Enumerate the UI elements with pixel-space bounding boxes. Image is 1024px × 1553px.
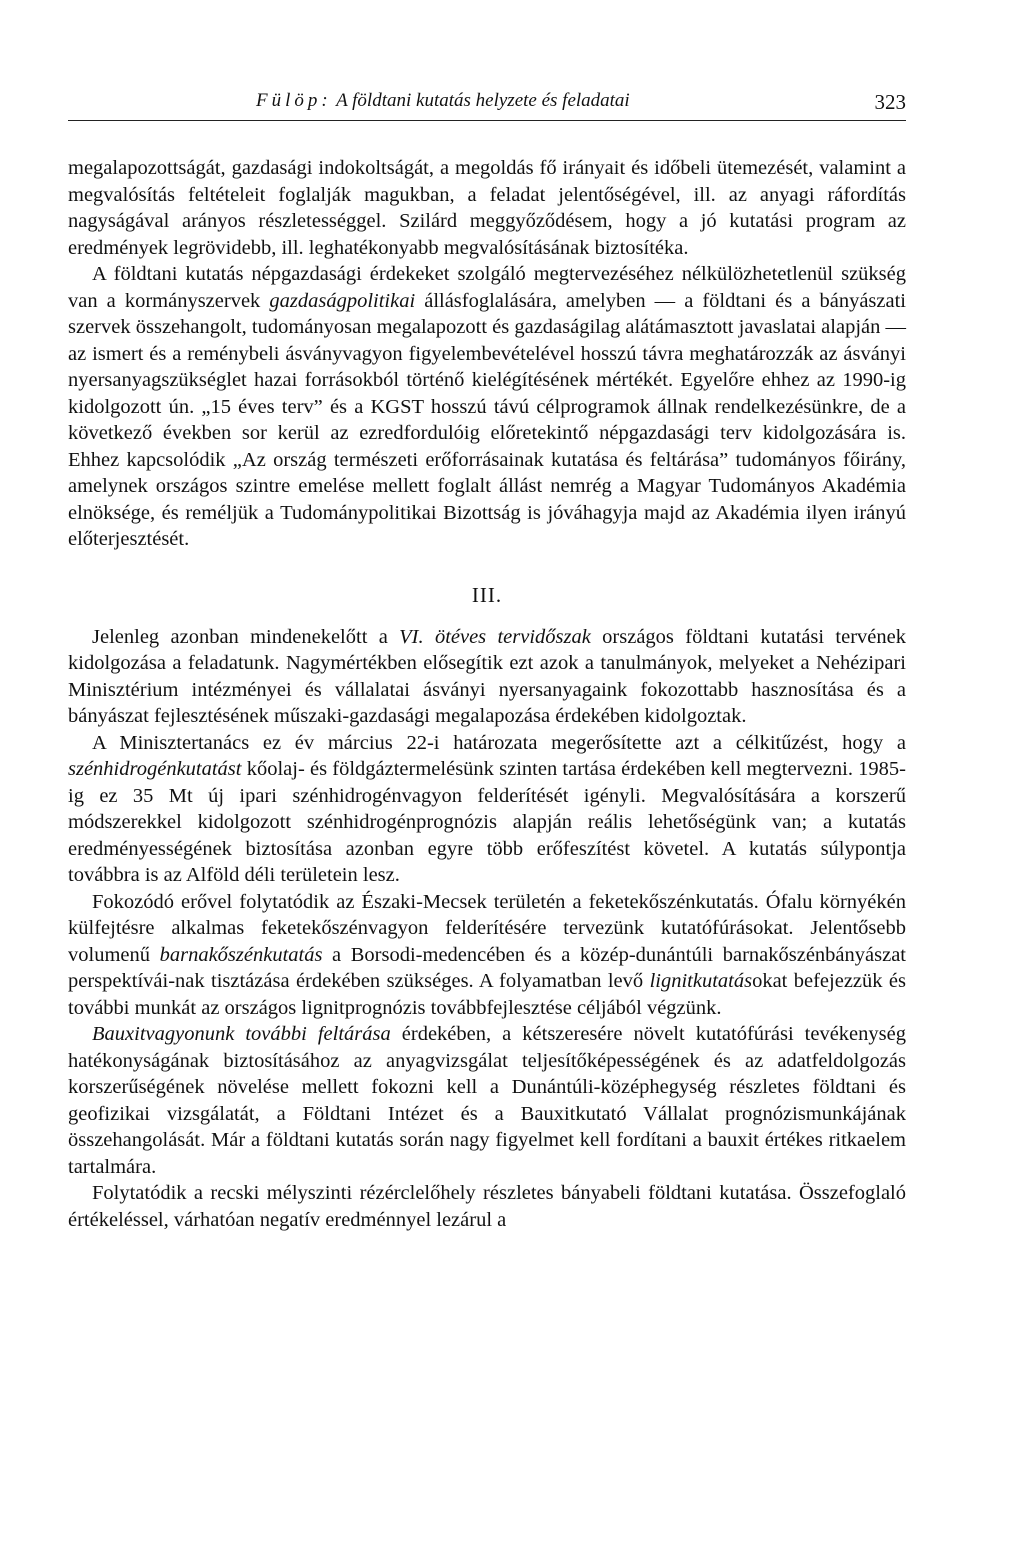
running-title xyxy=(256,90,630,112)
running-head xyxy=(68,86,906,121)
body-text xyxy=(68,155,906,1233)
paragraph: megalapozottságát, gazdasági indokoltságát, a megoldás fő irányait és időbeli ütemezését, valamint a megvalósítás feltételeit foglalják magukban, a feladat jelentőségével, ill. az anyagi ráfordítás nagyságával arányos részletességgel. Szilárd meggyőződésem, hogy a jó kutatási program az eredmények legrövidebb, ill. leghatékonyabb megvalósításának biztosítéka. xyxy=(68,157,906,259)
text-run: A földtani kutatás népgazdasági érdekeket szolgáló megtervezéséhez nélkülözhetetlenül szükség van a kormányszervek xyxy=(68,263,906,312)
paragraph xyxy=(68,261,906,553)
emphasis: lignitkutatás xyxy=(649,970,753,992)
paragraph xyxy=(68,730,906,889)
section-heading: III. xyxy=(471,582,503,607)
emphasis: barnakőszénkutatás xyxy=(159,943,323,966)
text-run: kőolaj- és földgáztermelésünk szinten tartása érdekében kell megtervezni. 1985-ig ez 35 Mt új ipari szénhidrogénvagyon felderítését igényli. Megvalósítására a korszerű módszerekkel kidolgozott szénhidrogénprognózis alapján reális lehetőségünk van; a kutatás eredményességének biztosítása azonban egyre több erőfeszítést követel. A kutatás súlypontja továbbra is az Alföld déli területein lesz. xyxy=(68,758,906,886)
emphasis: VI. ötéves tervidőszak xyxy=(399,625,591,648)
emphasis: Bauxitvagyonunk további feltárása xyxy=(92,1023,391,1045)
text-run: érdekében, a kétszeresére növelt kutatófúrási tevékenység hatékonyságának biztosításához az anyagvizsgálat teljesítőképességének és az adatfeldolgozás korszerűségének növelése mellett fokozni kell a Dunántúli-középhegység részletes földtani és geofizikai vizsgálatát, a Földtani Intézet és a Bauxitkutató Vállalat prognózismunkájának összehangolását. Már a földtani kutatás során nagy figyelmet kell fordítani a bauxit értékes ritkaelem tartalmára. xyxy=(68,1023,906,1178)
text-run: Fokozódó erővel folytatódik az Északi-Mecsek területén a feketekőszénkutatás. Ófalu környékén külfejtésre alkalmas feketekőszénvagyon felderítésére tervezünk kutatófúrásokat. Jelentősebb volumenű xyxy=(68,890,906,966)
text-run: A Minisztertanács ez év március 22-i határozata megerősítette azt a célkitűzést, hogy a xyxy=(92,731,906,754)
running-author: Fülöp: xyxy=(256,90,332,111)
text-run: országos földtani kutatási tervének kidolgozása a feladatunk. Nagymértékben elősegítik ezt azok a tanulmányok, melyeket a Nehézipari Minisztérium intézményei és vállalatai ásványi nyersanyagaink fokozottabb hasznosítása és a bányászat fejlesztésének műszaki-gazdasági megalapozása érdekében kidolgoztak. xyxy=(68,625,906,727)
page-number: 323 xyxy=(874,90,906,114)
page xyxy=(68,86,906,1233)
text-run: Jelenleg azonban mindenekelőtt a xyxy=(92,625,400,648)
emphasis: gazdaságpolitikai xyxy=(269,289,416,312)
paragraph xyxy=(68,1021,906,1180)
paragraph xyxy=(68,624,906,730)
text-run: állásfoglalására, amelyben — a földtani és a bányászati szervek összehangolt, tudományosan megalapozott és gazdaságilag alátámasztott javaslatai alapján — az ismert és a reménybeli ásványvagyon figyelembevételével hosszú távra meghatározzák az ásványi nyersanyagszükséglet hazai forrásokból történő kielégítésének mértékét. Egyelőre ehhez az 1990-ig kidolgozott ún. „15 éves terv” és a KGST hosszú távú célprogramok állnak rendelkezésünkre, de a következő években sor kerül az ezredfordulóig előretekintő népgazdasági terv kidolgozására is. Ehhez kapcsolódik „Az ország természeti erőforrásainak kutatása és feltárása” tudományos főirány, amelynek országos szintre emelése mellett foglalt állást nemrég a Magyar Tudományos Akadémia elnöksége, és reméljük a Tudománypolitikai Bizottság is jóváhagyja majd az Akadémia ilyen irányú előterjesztését. xyxy=(68,289,906,550)
text-run: a Borsodi-medencében és a közép-dunántúli barnakőszénbányászat perspektívái-nak tisztázása érdekében szükséges. A folyamatban levő xyxy=(68,943,906,992)
paragraph: Folytatódik a recski mélyszinti rézérclelőhely részletes bányabeli földtani kutatása. Összefoglaló értékeléssel, várhatóan negatív eredménnyel lezárul a xyxy=(68,1182,906,1231)
emphasis: szénhidrogénkutatást xyxy=(68,758,242,780)
paragraph xyxy=(68,889,906,1022)
text-run: okat befejezzük és további munkát az országos lignitprognózis továbbfejlesztése céljából végzünk. xyxy=(68,970,906,1019)
running-article-title: A földtani kutatás helyzete és feladatai xyxy=(336,90,630,111)
